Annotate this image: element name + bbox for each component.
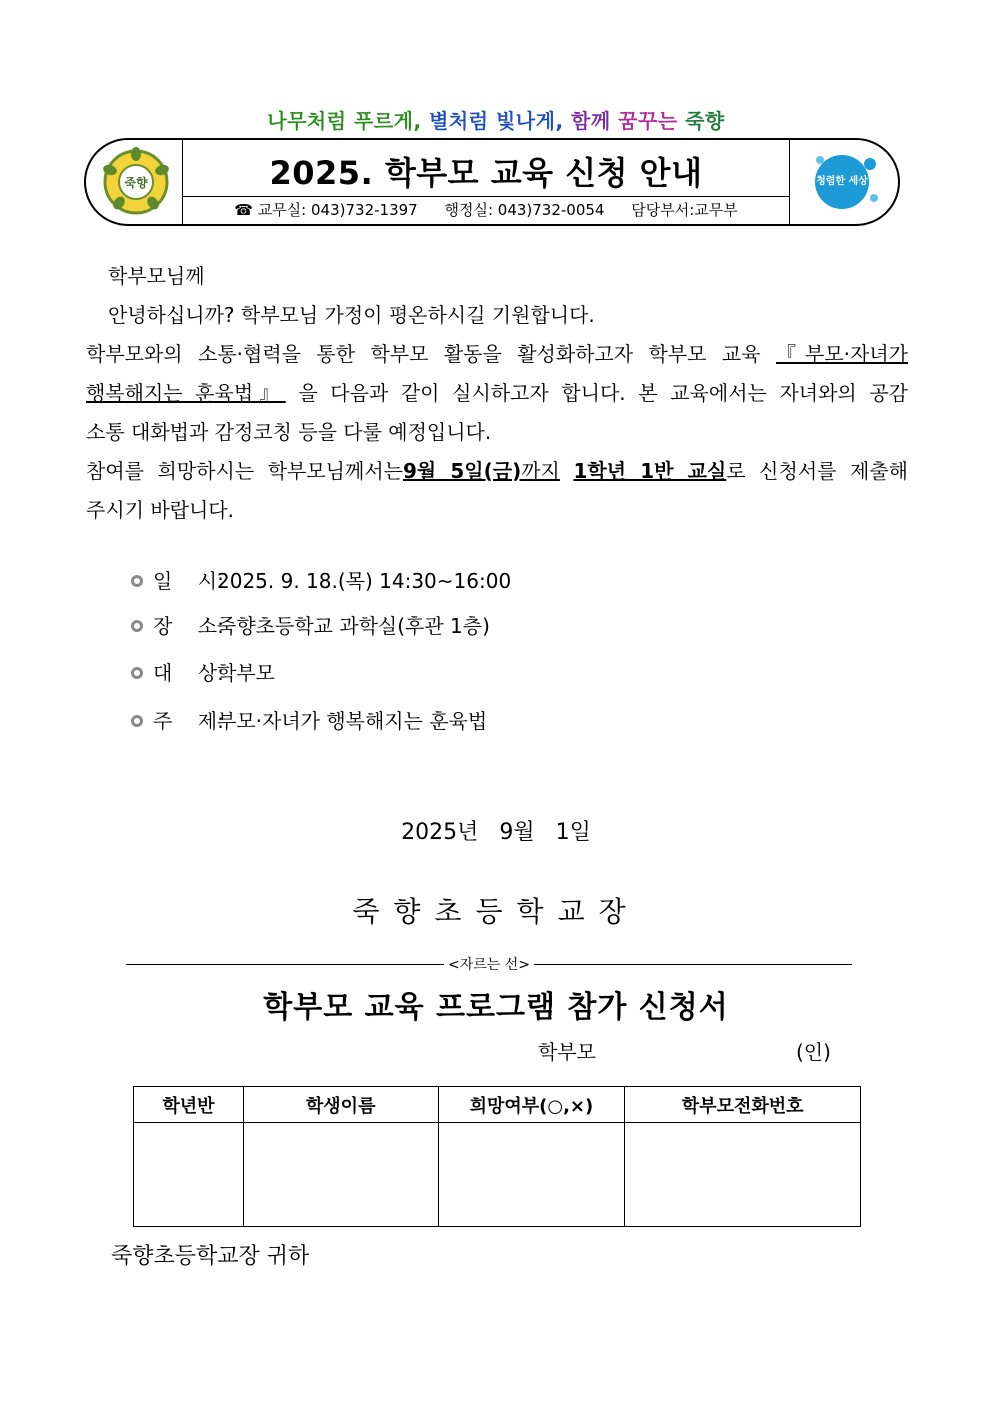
addressee: 죽향초등학교장 귀하 xyxy=(111,1244,310,1269)
cell-student-name[interactable] xyxy=(243,1123,438,1227)
table-row xyxy=(134,1123,861,1227)
school-slogan xyxy=(0,105,992,134)
detail-target xyxy=(131,658,275,688)
cell-parent-phone[interactable] xyxy=(625,1123,861,1227)
detail-value: 부모·자녀가 행복해지는 훈육법 xyxy=(217,709,488,733)
school-head: 죽향초등학교장 xyxy=(352,895,640,928)
bullet-icon xyxy=(131,575,143,587)
form-title: 학부모 교육 프로그램 참가 신청서 xyxy=(263,990,729,1025)
col-class: 학년반 xyxy=(134,1087,244,1123)
paragraph-1-line3: 소통 대화법과 감정코칭 등을 다룰 예정입니다. xyxy=(86,420,492,444)
slogan-part: 죽향 xyxy=(685,109,725,133)
contact-info xyxy=(182,196,790,225)
document-date: 2025년 9월 1일 xyxy=(401,820,591,845)
detail-date xyxy=(131,566,511,596)
cut-label: <자르는 선> xyxy=(448,957,531,973)
phone-icon: ☎ xyxy=(234,201,253,219)
detail-label: 주 제: xyxy=(153,709,224,733)
detail-topic xyxy=(131,706,487,736)
cut-line xyxy=(126,954,852,974)
application-table xyxy=(133,1086,861,1227)
detail-label: 일 시: xyxy=(153,569,224,593)
parent-label: 학부모 xyxy=(538,1040,596,1064)
deadline-suffix: 까지 xyxy=(521,459,560,483)
school-seal-icon xyxy=(86,140,182,224)
integrity-logo-icon xyxy=(790,140,898,224)
integrity-logo-text: 청렴한 세상 xyxy=(816,176,868,187)
paragraph-2-text2: 로 신청서를 제출해 xyxy=(726,459,909,483)
paragraph-2-line2: 주시기 바랍니다. xyxy=(86,498,234,522)
cell-participation[interactable] xyxy=(438,1123,625,1227)
page-title: 2025. 학부모 교육 신청 안내 xyxy=(269,154,703,192)
seal-label: (인) xyxy=(796,1040,831,1064)
slogan-part: 별처럼 빛나게, xyxy=(429,109,572,133)
col-parent-phone: 학부모전화번호 xyxy=(625,1087,861,1123)
paragraph-1-text: 학부모와의 소통·협력을 통한 학부모 활동을 활성화하고자 학부모 교육 xyxy=(86,342,761,366)
bullet-icon xyxy=(131,715,143,727)
col-student-name: 학생이름 xyxy=(243,1087,438,1123)
detail-value: 학부모 xyxy=(217,661,275,685)
bullet-icon xyxy=(131,620,143,632)
program-name-part1: 『부모·자녀가 xyxy=(775,342,909,366)
hello-line: 안녕하십니까? 학부모님 가정이 평온하시길 기원합니다. xyxy=(108,303,595,327)
integrity-logo-box xyxy=(789,140,898,224)
detail-place xyxy=(131,611,490,641)
detail-label: 장 소: xyxy=(153,614,224,638)
greeting: 학부모님께 xyxy=(108,264,205,288)
slogan-part: 나무처럼 푸르게, xyxy=(267,109,430,133)
detail-label: 대 상: xyxy=(153,661,224,685)
program-name-part2: 행복해지는 훈육법』 xyxy=(86,381,286,405)
office-phone: 교무실: 043)732-1397 xyxy=(257,201,418,219)
detail-value: 2025. 9. 18.(목) 14:30~16:00 xyxy=(217,569,512,593)
table-header-row xyxy=(134,1087,861,1123)
paragraph-1-line2 xyxy=(86,374,908,413)
header-banner xyxy=(84,138,900,226)
submission-place: 1학년 1반 교실 xyxy=(573,459,727,483)
deadline: 9월 5일(금) xyxy=(402,459,522,483)
school-seal-box xyxy=(86,140,183,224)
slogan-part: 꿈꾸는 xyxy=(618,109,686,133)
title-box xyxy=(182,140,790,196)
department: 담당부서:교무부 xyxy=(631,201,738,219)
paragraph-1-text2: 을 다음과 같이 실시하고자 합니다. 본 교육에서는 자녀와의 공감 xyxy=(298,381,908,405)
detail-value: 죽향초등학교 과학실(후관 1층) xyxy=(217,614,490,638)
paragraph-1 xyxy=(86,335,908,374)
cell-class[interactable] xyxy=(134,1123,244,1227)
slogan-part: 함께 xyxy=(571,109,619,133)
seal-text: 죽향 xyxy=(124,176,148,190)
bullet-icon xyxy=(131,667,143,679)
paragraph-2 xyxy=(86,452,908,491)
col-participation: 희망여부(○,×) xyxy=(438,1087,625,1123)
paragraph-2-text: 참여를 희망하시는 학부모님께서는 xyxy=(86,459,403,483)
admin-phone: 행정실: 043)732-0054 xyxy=(444,201,605,219)
